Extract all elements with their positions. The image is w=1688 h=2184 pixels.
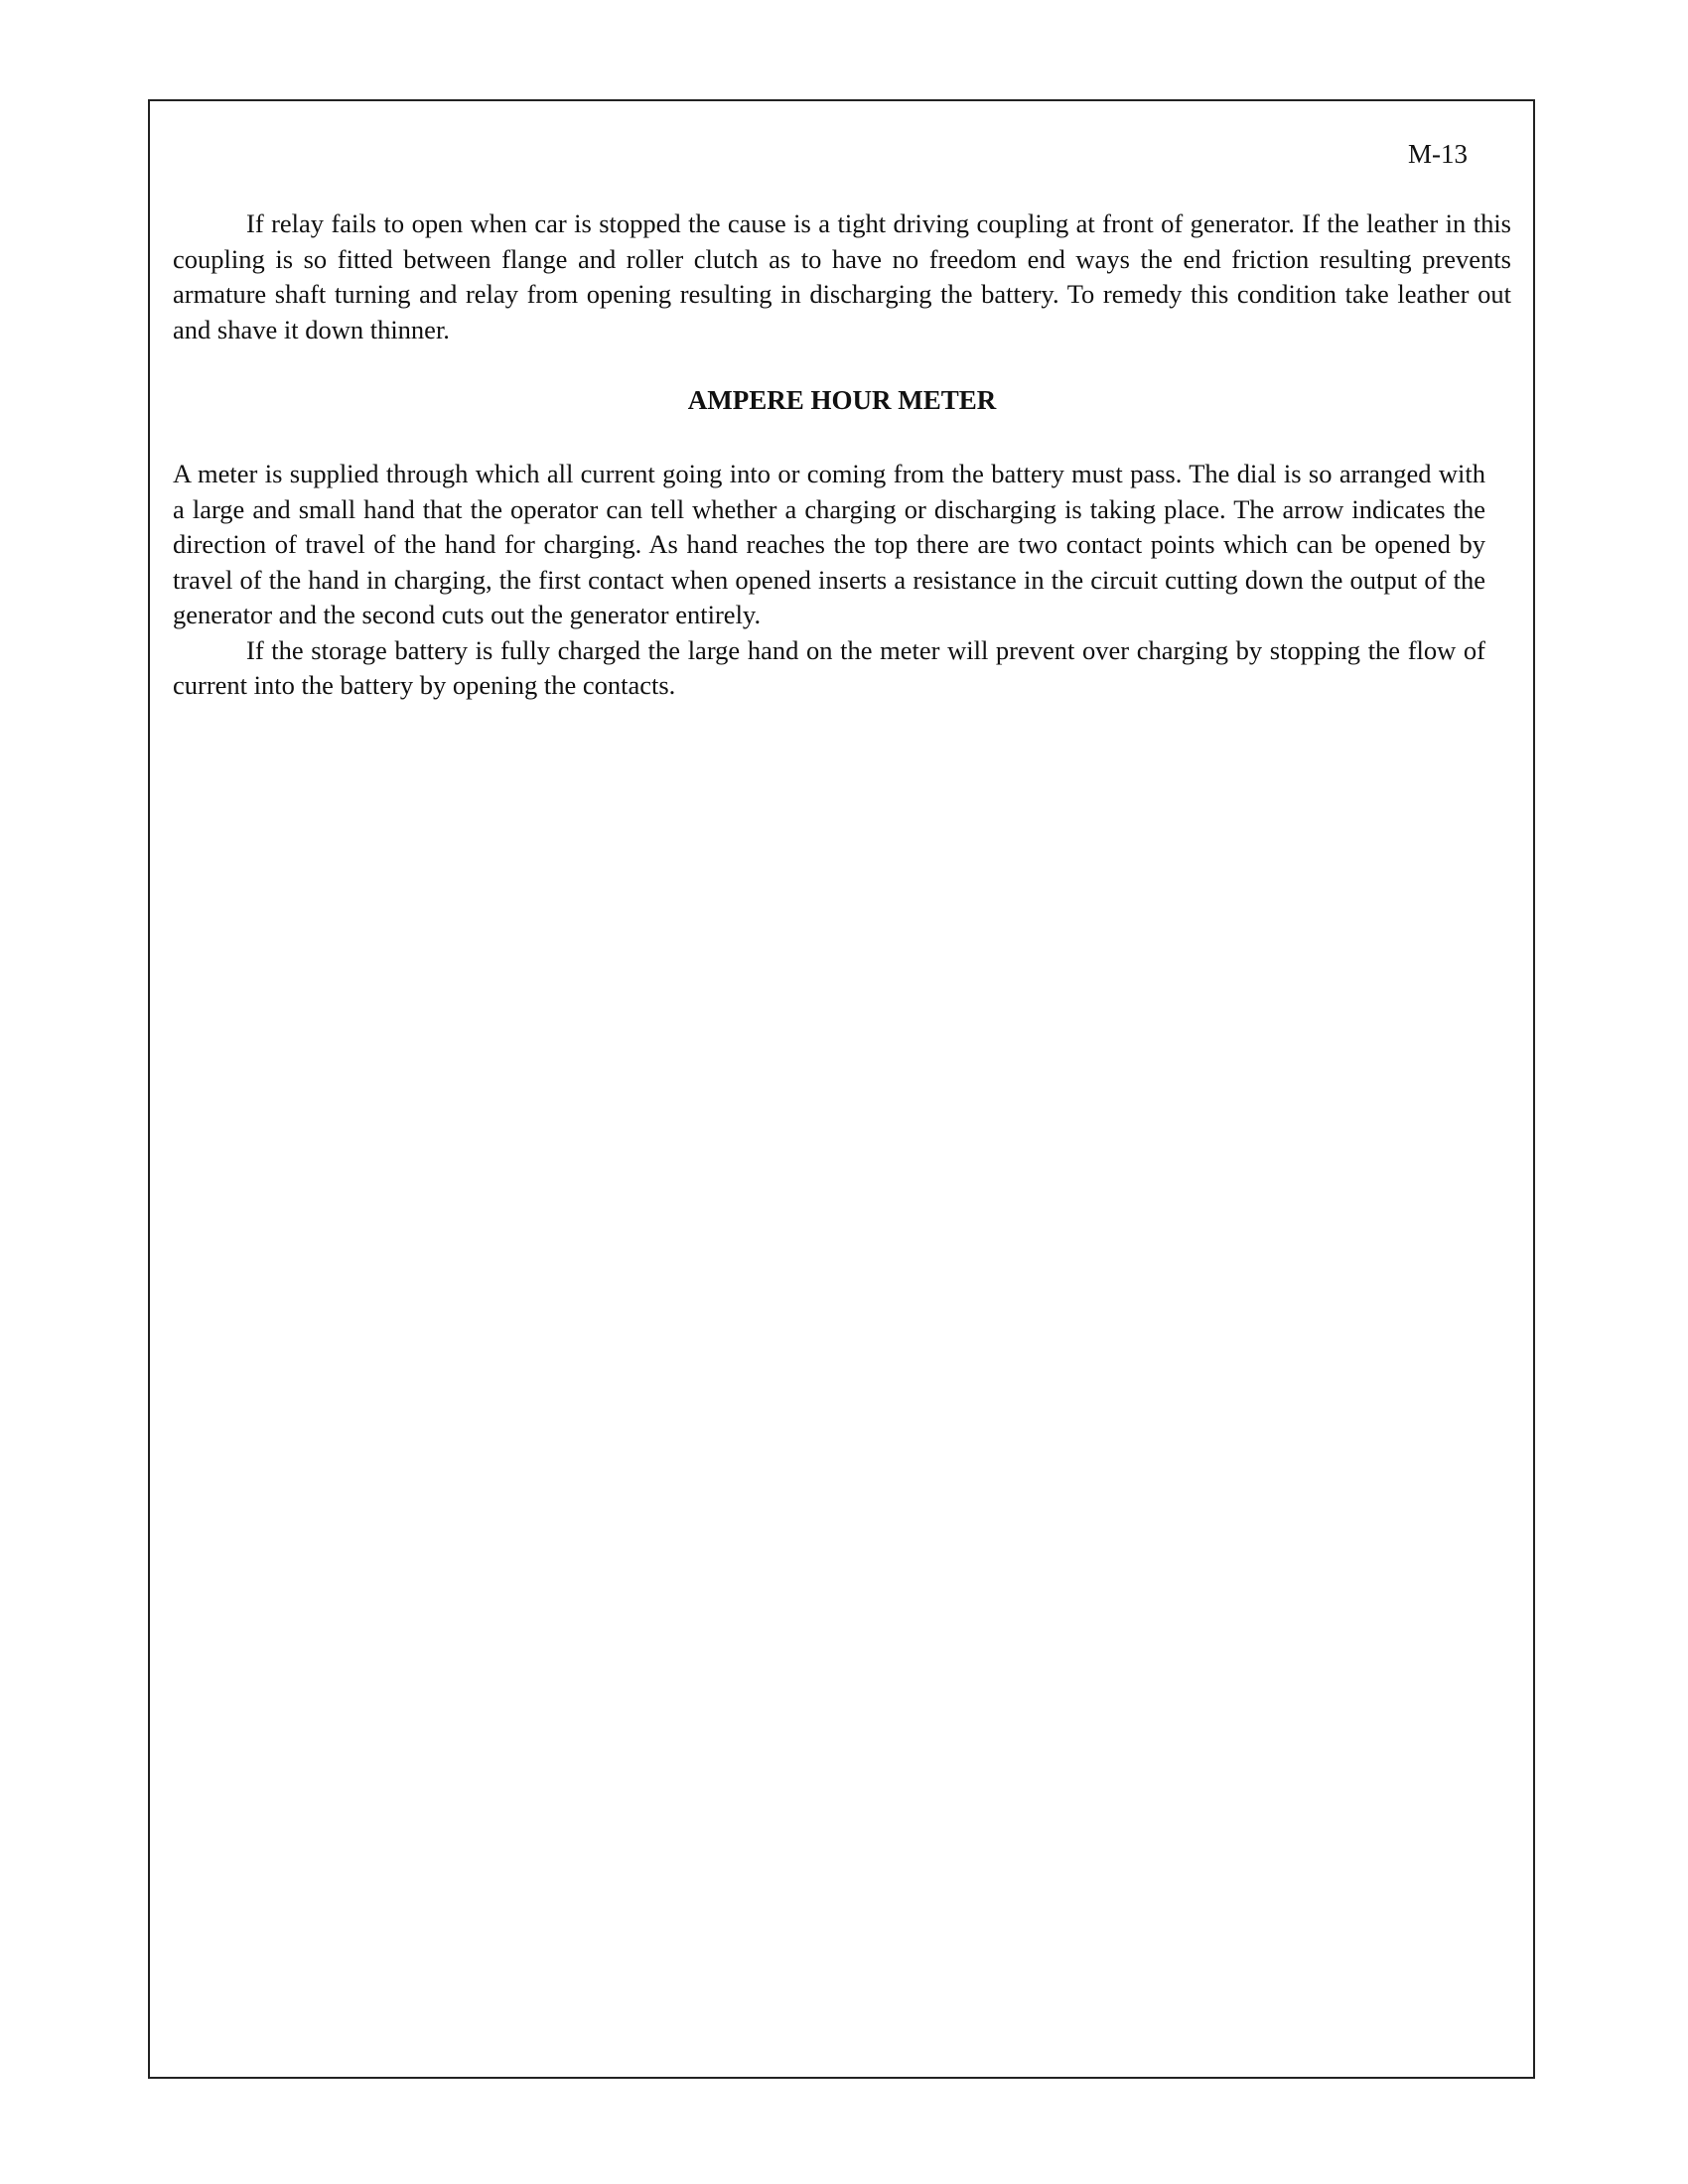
meter-paragraph: A meter is supplied through which all current going into or coming from the battery must pass. The dial is so arranged with a large and small hand that the operator can tell whether a charging or discharging is taking place. The arrow indicates the direction of travel of the hand for charging. As hand reaches the top there are two contact points which can be opened by travel of the hand in charging, the first contact when opened inserts a resistance in the circuit cutting down the output of the generator and the second cuts out the generator entirely. bbox=[173, 459, 1485, 629]
storage-battery-paragraph: If the storage battery is fully charged the large hand on the meter will prevent over charging by stopping the flow of current into the battery by opening the contacts. bbox=[173, 634, 1485, 700]
intro-paragraph: If relay fails to open when car is stopped the cause is a tight driving coupling at front of generator. If the leather in this coupling is so fitted between flange and roller clutch as to have no freedom end ways the end friction resulting prevents armature shaft turning and relay from opening resulting in discharging the battery. To remedy this condition take leather out and shave it down thinner. bbox=[173, 208, 1511, 344]
intro-text-block bbox=[173, 206, 1511, 347]
meter-text-block bbox=[173, 457, 1485, 704]
section-heading: AMPERE HOUR METER bbox=[687, 385, 997, 415]
page-number: M-13 bbox=[1408, 139, 1468, 169]
